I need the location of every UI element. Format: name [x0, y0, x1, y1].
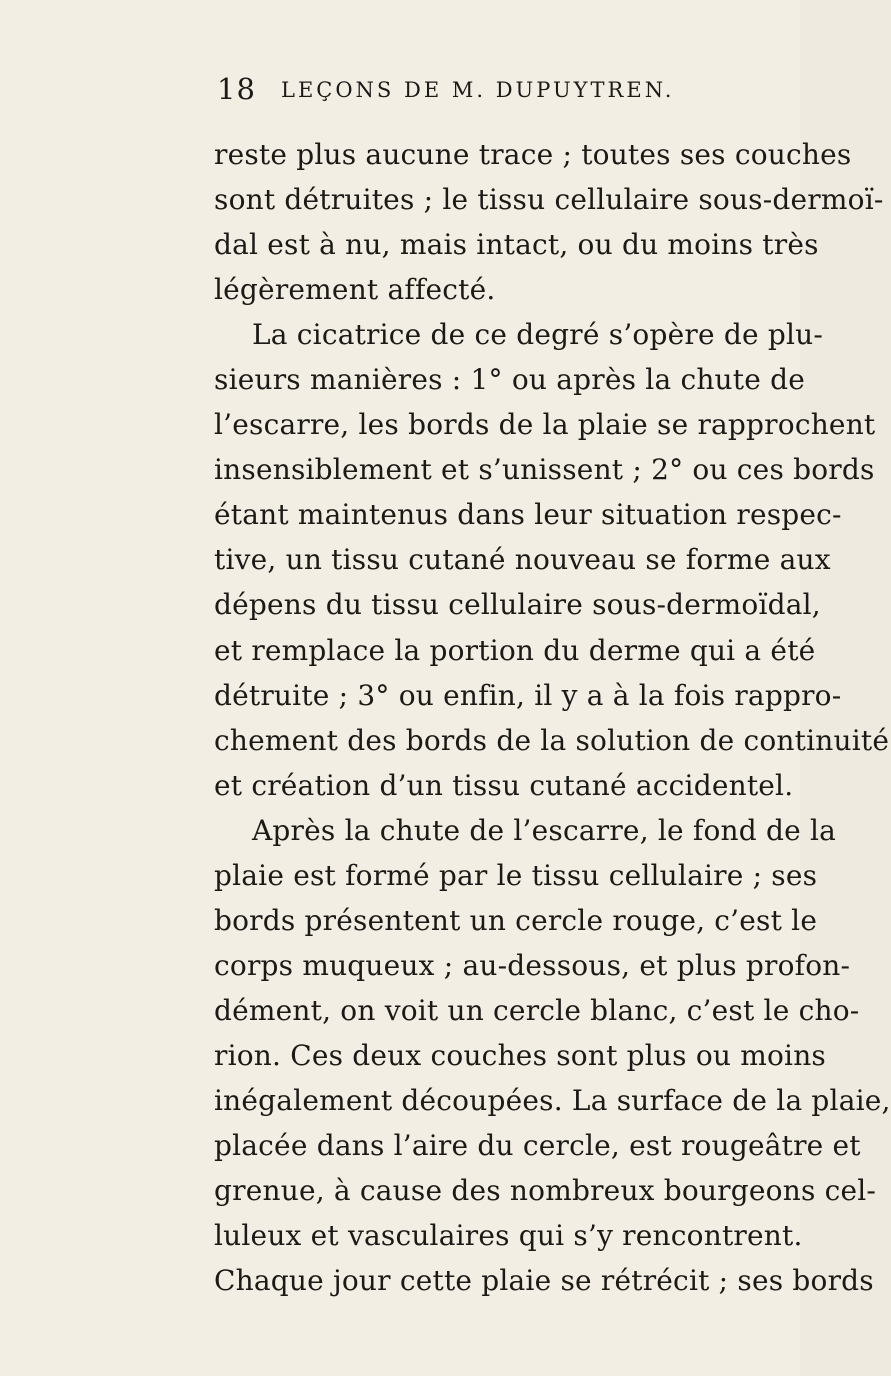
- text-line: placée dans l’aire du cercle, est rougeâtre et: [214, 1129, 861, 1163]
- text-line: rion. Ces deux couches sont plus ou moins: [214, 1038, 826, 1072]
- text-line: Après la chute de l’escarre, le fond de la: [252, 813, 837, 847]
- text-line: insensiblement et s’unissent ; 2° ou ces bords: [214, 453, 875, 487]
- text-line: dal est à nu, mais intact, ou du moins très: [214, 228, 819, 262]
- text-line: reste plus aucune trace ; toutes ses couches: [214, 138, 852, 171]
- text-line: inégalement découpées. La surface de la plaie,: [214, 1083, 891, 1117]
- text-line: bords présentent un cercle rouge, c’est le: [214, 903, 818, 937]
- text-line: luleux et vasculaires qui s’y rencontrent.: [214, 1219, 803, 1253]
- text-line: sieurs manières : 1° ou après la chute de: [214, 363, 806, 397]
- text-line: l’escarre, les bords de la plaie se rapprochent: [214, 408, 876, 442]
- text-line: dément, on voit un cercle blanc, c’est le cho-: [214, 993, 860, 1027]
- running-head: LEÇONS DE M. DUPUYTREN.: [281, 78, 675, 102]
- text-line: grenue, à cause des nombreux bourgeons cel-: [214, 1174, 877, 1208]
- text-line: détruite ; 3° ou enfin, il y a à la fois rappro-: [214, 678, 842, 712]
- text-line: La cicatrice de ce degré s’opère de plu-: [252, 318, 824, 352]
- page-number: 18: [217, 72, 256, 106]
- text-line: légèrement affecté.: [214, 273, 496, 307]
- text-line: chement des bords de la solution de continuité: [214, 723, 890, 757]
- text-line: plaie est formé par le tissu cellulaire ; ses: [214, 858, 818, 892]
- text-line: dépens du tissu cellulaire sous-dermoïdal,: [214, 588, 821, 622]
- text-line: et remplace la portion du derme qui a été: [214, 633, 816, 667]
- text-line: corps muqueux ; au-dessous, et plus profon-: [214, 948, 851, 982]
- text-line: tive, un tissu cutané nouveau se forme aux: [214, 543, 831, 577]
- text-line: étant maintenus dans leur situation respec-: [214, 498, 842, 532]
- text-line: Chaque jour cette plaie se rétrécit ; ses bords: [214, 1264, 874, 1298]
- page-header: [217, 72, 675, 112]
- text-line: et création d’un tissu cutané accidentel.: [214, 768, 794, 802]
- body-text: [214, 132, 891, 1303]
- text-line: sont détruites ; le tissu cellulaire sous-dermoï-: [214, 183, 884, 217]
